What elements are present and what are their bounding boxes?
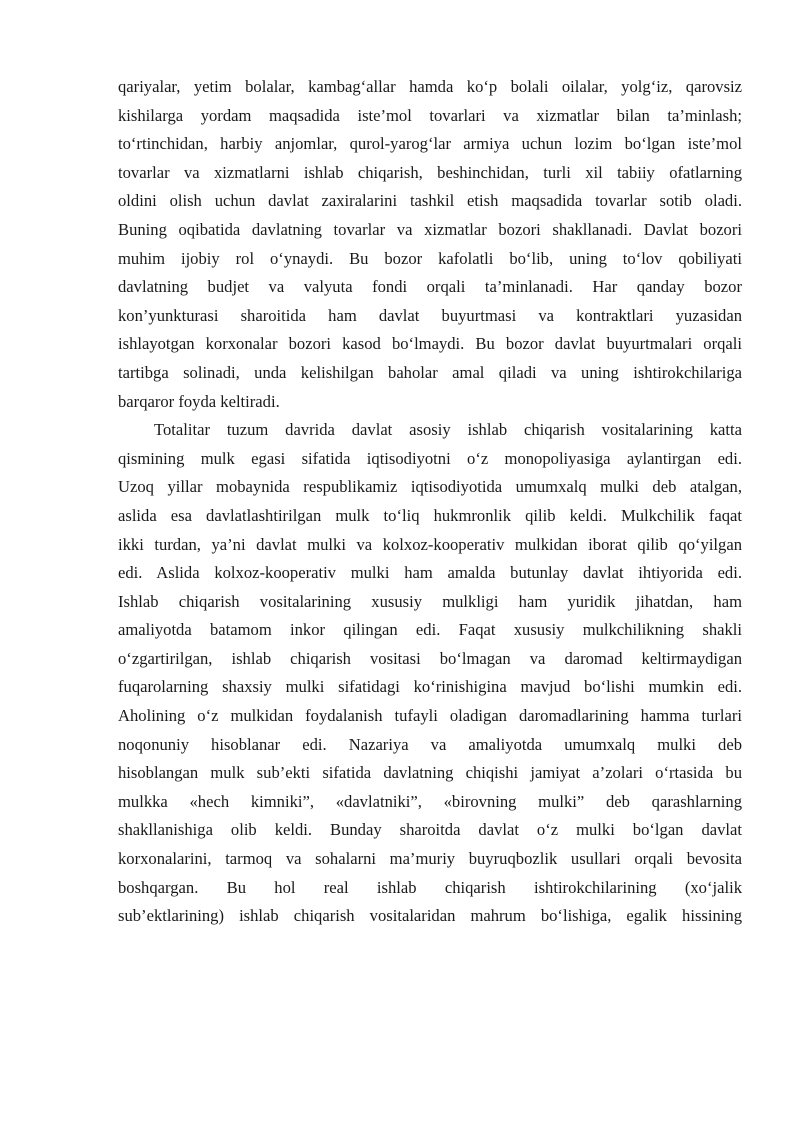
- text-line: Uzoq yillar mobaynida respublikamiz iqtisodiyotida umumxalq mulki deb atalgan,: [118, 477, 742, 497]
- text-line: o‘zgartirilgan, ishlab chiqarish vositasi bo‘lmagan va daromad keltirmaydigan: [118, 648, 742, 668]
- text-line: tovarlar va xizmatlarni ishlab chiqarish, beshinchidan, turli xil tabiiy ofatlarning: [118, 162, 742, 182]
- document-page: [118, 73, 742, 931]
- text-line: boshqargan. Bu hol real ishlab chiqarish ishtirokchilarining (xo‘jalik: [118, 877, 742, 897]
- text-line: korxonalarini, tarmoq va sohalarni ma’muriy buyruqbozlik usullari orqali bevosita: [118, 849, 742, 869]
- text-line: muhim ijobiy rol o‘ynaydi. Bu bozor kafolatli bo‘lib, uning to‘lov qobiliyati: [118, 248, 742, 268]
- text-line: davlatning budjet va valyuta fondi orqali ta’minlanadi. Har qanday bozor: [118, 277, 742, 297]
- text-line: barqaror foyda keltiradi.: [118, 391, 280, 411]
- text-line: edi. Aslida kolxoz-kooperativ mulki ham amalda butunlay davlat ihtiyorida edi.: [118, 563, 742, 583]
- paragraph-totalitarian-era: [118, 416, 742, 931]
- text-line: Totalitar tuzum davrida davlat asosiy ishlab chiqarish vositalarining katta: [154, 420, 742, 440]
- text-line: noqonuniy hisoblanar edi. Nazariya va amaliyotda umumxalq mulki deb: [118, 734, 742, 754]
- text-line: oldini olish uchun davlat zaxiralarini tashkil etish maqsadida tovarlar sotib oladi.: [118, 191, 742, 211]
- text-line: hisoblangan mulk sub’ekti sifatida davlatning chiqishi jamiyat a’zolari o‘rtasida bu: [118, 763, 742, 783]
- text-line: kishilarga yordam maqsadida iste’mol tovarlari va xizmatlar bilan ta’minlash;: [118, 105, 742, 125]
- text-line: tartibga solinadi, unda kelishilgan baholar amal qiladi va uning ishtirokchilariga: [118, 362, 742, 382]
- text-line: ishlayotgan korxonalar bozori kasod bo‘lmaydi. Bu bozor davlat buyurtmalari orqali: [118, 334, 742, 354]
- text-line: shakllanishiga olib keldi. Bunday sharoitda davlat o‘z mulki bo‘lgan davlat: [118, 820, 742, 840]
- text-line: amaliyotda batamom inkor qilingan edi. Faqat xususiy mulkchilikning shakli: [118, 620, 742, 640]
- text-line: qismining mulk egasi sifatida iqtisodiyotni o‘z monopoliyasiga aylantirgan edi.: [118, 448, 742, 468]
- text-line: fuqarolarning shaxsiy mulki sifatidagi ko‘rinishigina mavjud bo‘lishi mumkin edi.: [118, 677, 742, 697]
- text-line: Ishlab chiqarish vositalarining xususiy mulkligi ham yuridik jihatdan, ham: [118, 591, 742, 611]
- text-line: Buning oqibatida davlatning tovarlar va xizmatlar bozori shakllanadi. Davlat bozori: [118, 219, 742, 239]
- text-line: kon’yunkturasi sharoitida ham davlat buyurtmasi va kontraktlari yuzasidan: [118, 305, 742, 325]
- text-line: aslida esa davlatlashtirilgan mulk to‘liq hukmronlik qilib keldi. Mulkchilik faqat: [118, 505, 742, 525]
- text-line: Aholining o‘z mulkidan foydalanish tufayli oladigan daromadlarining hamma turlari: [118, 706, 742, 726]
- text-line: mulkka «hech kimniki”, «davlatniki”, «birovning mulki” deb qarashlarning: [118, 791, 742, 811]
- text-line: to‘rtinchidan, harbiy anjomlar, qurol-yarog‘lar armiya uchun lozim bo‘lgan iste’mol: [118, 134, 742, 154]
- text-line: qariyalar, yetim bolalar, kambag‘allar hamda ko‘p bolali oilalar, yolg‘iz, qarovsiz: [118, 77, 742, 96]
- text-line: ikki turdan, ya’ni davlat mulki va kolxoz-kooperativ mulkidan iborat qilib qo‘yilgan: [118, 534, 742, 554]
- text-line: sub’ektlarining) ishlab chiqarish vositalaridan mahrum bo‘lishiga, egalik hissining: [118, 906, 742, 926]
- paragraph-state-market: [118, 73, 742, 416]
